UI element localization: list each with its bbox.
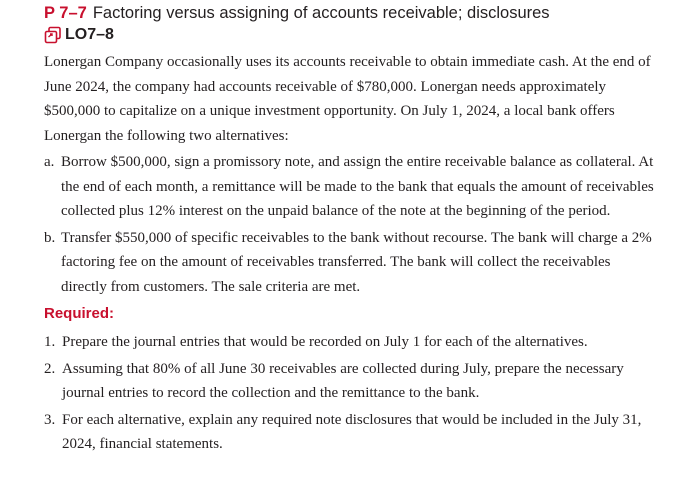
learning-objective	[44, 25, 684, 45]
problem-title-line	[44, 3, 684, 23]
intro-paragraph: Lonergan Company occasionally uses its accounts receivable to obtain immediate cash. At the end of June 2024, the company had accounts receivable of $780,000. Lonergan needs approximately $500,000 to capitalize on a unique investment opportunity. On July 1, 2024, a local bank offers Lonergan the following two alternatives:	[44, 54, 651, 144]
alternative-label: b.	[44, 229, 56, 246]
required-item-label: 2.	[44, 360, 56, 377]
problem-header	[44, 3, 684, 45]
required-item	[44, 330, 662, 355]
link-icon[interactable]	[44, 26, 62, 44]
required-item-text: Assuming that 80% of all June 30 receivables are collected during July, prepare the necessary journal entries to record the collection and the remittance to the bank.	[62, 360, 624, 401]
problem-number: P 7–7	[44, 4, 87, 22]
alternative-text: Transfer $550,000 of specific receivables to the bank without recourse. The bank will charge a 2% factoring fee on the amount of receivables transferred. The bank will collect the receivables directly from customers. The sale criteria are met.	[61, 229, 652, 295]
alternative-a	[44, 150, 658, 224]
problem-body	[44, 50, 658, 299]
problem-title: Factoring versus assigning of accounts receivable; disclosures	[92, 4, 550, 22]
required-item-text: Prepare the journal entries that would be recorded on July 1 for each of the alternatives.	[62, 334, 588, 350]
required-item	[44, 408, 662, 457]
alternative-label: a.	[44, 154, 55, 170]
alternative-text: Borrow $500,000, sign a promissory note, and assign the entire receivable balance as collateral. At the end of each month, a remittance will be made to the bank that equals the amount of receivables collected plus 12% interest on the unpaid balance of the note at the beginning of the period.	[61, 154, 654, 219]
learning-objective-label: LO7–8	[65, 26, 114, 43]
required-list	[44, 330, 662, 457]
required-heading: Required:	[44, 305, 115, 322]
required-item	[44, 357, 662, 406]
alternative-b	[44, 226, 658, 300]
required-item-text: For each alternative, explain any required note disclosures that would be included in the July 31, 2024, financial statements.	[62, 411, 642, 452]
required-item-label: 1.	[44, 334, 56, 350]
required-item-label: 3.	[44, 411, 56, 428]
